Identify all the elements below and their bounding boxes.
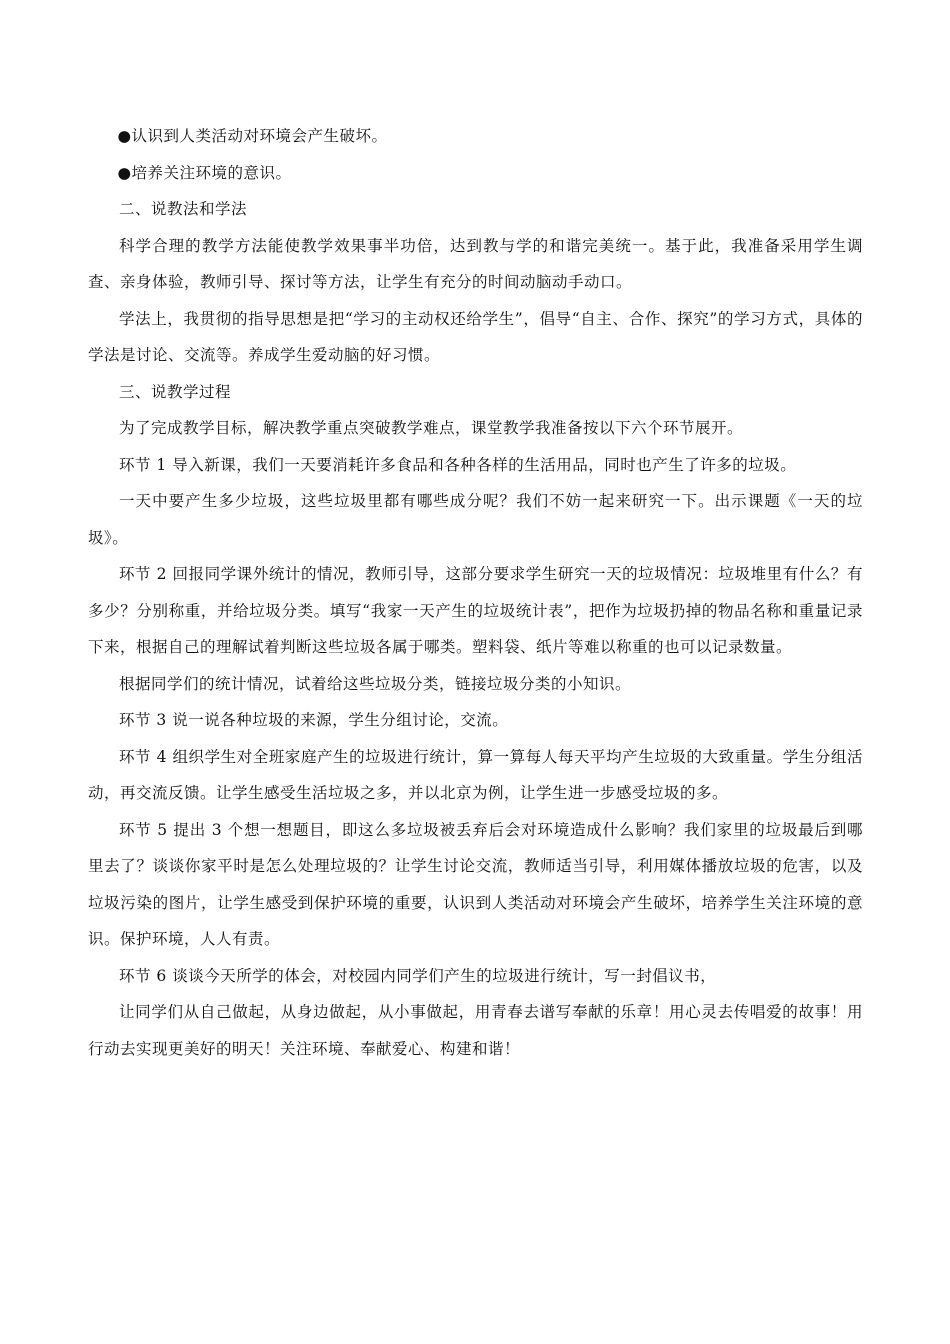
paragraph-closing: 让同学们从自己做起，从身边做起，从小事做起，用青春去谱写奉献的乐章！用心灵去传唱爱的故事！用行动去实现更美好的明天！关注环境、奉献爱心、构建和谐！ (88, 1003, 863, 1058)
paragraph-teaching-methods: 科学合理的教学方法能使教学效果事半功倍，达到教与学的和谐完美统一。基于此，我准备采用学生调查、亲身体验，教师引导、探讨等方法，让学生有充分的时间动脑动手动口。 (88, 236, 863, 291)
paragraph-step-4: 环节 4 组织学生对全班家庭产生的垃圾进行统计，算一算每人每天平均产生垃圾的大致重量。学生分组活动，再交流反馈。让学生感受生活垃圾之多，并以北京为例，让学生进一步感受垃圾的多。 (88, 747, 863, 802)
section-heading-methods: 二、说教法和学法 (119, 200, 248, 218)
paragraph-process-intro: 为了完成教学目标，解决教学重点突破教学难点，课堂教学我准备按以下六个环节展开。 (119, 419, 744, 437)
section-heading-process: 三、说教学过程 (119, 382, 232, 401)
objective-bullet-2: ●培养关注环境的意识。 (117, 163, 292, 182)
paragraph-step-3: 环节 3 说一说各种垃圾的来源，学生分组讨论，交流。 (119, 711, 509, 729)
document-body (88, 118, 863, 1067)
paragraph-step-1: 环节 1 导入新课，我们一天要消耗许多食品和各种各样的生活用品，同时也产生了许多的垃圾。 (119, 455, 797, 474)
paragraph-step-2: 环节 2 回报同学课外统计的情况，教师引导，这部分要求学生研究一天的垃圾情况：垃圾堆里有什么？有多少？分别称重，并给垃圾分类。填写“我家一天产生的垃圾统计表”，把作为垃圾扔掉的物品名称和重量记录下来，根据自己的理解试着判断这些垃圾各属于哪类。塑料袋、纸片等难以称重的也可以记录数量。 (88, 565, 863, 656)
paragraph-step-6: 环节 6 谈谈今天所学的体会，对校园内同学们产生的垃圾进行统计，写一封倡议书， (119, 966, 717, 985)
objective-bullet-1: ●认识到人类活动对环境会产生破坏。 (117, 127, 388, 145)
paragraph-step-5: 环节 5 提出 3 个想一想题目，即这么多垃圾被丢弃后会对环境造成什么影响？我们家里的垃圾最后到哪里去了？谈谈你家平时是怎么处理垃圾的？让学生讨论交流，教师适当引导，利用媒体播放垃圾的危害，以及垃圾污染的图片，让学生感受到保护环境的重要，认识到人类活动对环境会产生破坏，培养学生关注环境的意识。保护环境，人人有责。 (88, 820, 863, 948)
paragraph-step-1-topic: 一天中要产生多少垃圾，这些垃圾里都有哪些成分呢？我们不妨一起来研究一下。出示课题《一天的垃圾》。 (88, 492, 863, 547)
paragraph-learning-methods: 学法上，我贯彻的指导思想是把“学习的主动权还给学生”，倡导“自主、合作、探究”的学习方式，具体的学法是讨论、交流等。养成学生爱动脑的好习惯。 (88, 309, 863, 364)
paragraph-step-2-classify: 根据同学们的统计情况，试着给这些垃圾分类，链接垃圾分类的小知识。 (119, 674, 632, 693)
